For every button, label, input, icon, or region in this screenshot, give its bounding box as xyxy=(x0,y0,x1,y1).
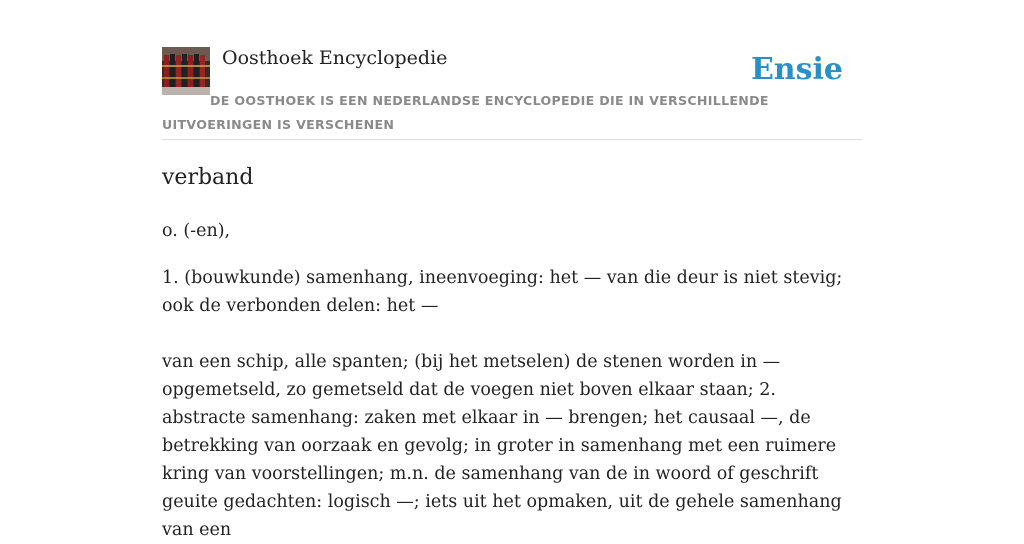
entry-title: verband xyxy=(162,165,254,190)
avatar[interactable] xyxy=(162,47,210,95)
encyclopedia-books-icon xyxy=(162,47,210,95)
entry-content xyxy=(162,163,862,544)
entry-paragraph: 1. (bouwkunde) samenhang, ineenvoeging: het — van die deur is niet stevig; ook de verbonden delen: het — xyxy=(162,268,843,316)
site-header xyxy=(162,46,862,140)
site-name[interactable]: Oosthoek Encyclopedie xyxy=(222,47,448,69)
site-tagline: DE OOSTHOEK IS EEN NEDERLANDSE ENCYCLOPEDIE DIE IN VERSCHILLENDE UITVOERINGEN IS VERSCHENEN xyxy=(162,93,769,132)
brand-logo[interactable]: Ensie xyxy=(750,52,843,87)
entry-paragraph: van een schip, alle spanten; (bij het metselen) de stenen worden in — opgemetseld, zo gemetseld dat de voegen niet boven elkaar staan; 2. abstracte samenhang: zaken met elkaar in — brengen; het causaal —, de betrekking van oorzaak en gevolg; in groter in samenhang met een ruimere kring van voorstellingen; m.n. de samenhang van de in woord of geschrift geuite gedachten: logisch —; iets uit het opmaken, uit de gehele samenhang van een xyxy=(162,352,842,540)
entry-grammar: o. (-en), xyxy=(162,221,231,241)
